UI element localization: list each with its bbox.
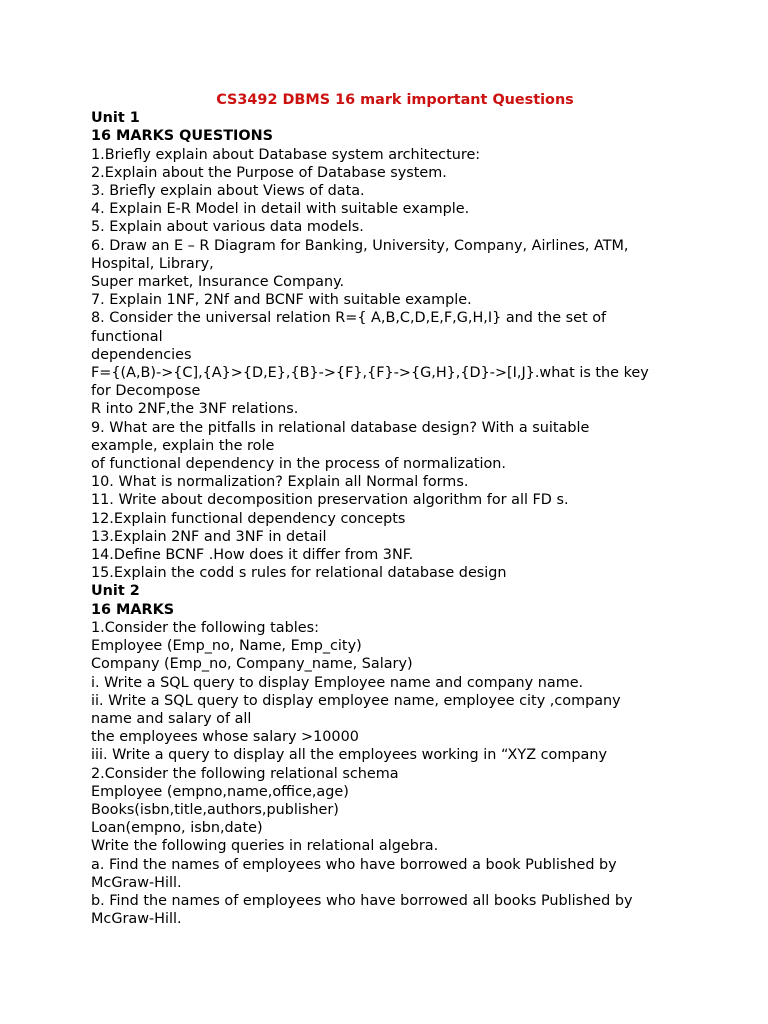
question-line: dependencies bbox=[91, 346, 192, 363]
question-line: Employee (empno,name,office,age) bbox=[91, 783, 349, 800]
question-line: 10. What is normalization? Explain all Normal forms. bbox=[91, 474, 469, 491]
question-line: 14.Define BCNF .How does it differ from 3NF. bbox=[91, 547, 414, 564]
question-line: a. Find the names of employees who have borrowed a book Published by bbox=[91, 856, 617, 873]
question-line: ii. Write a SQL query to display employee name, employee city ,company bbox=[91, 692, 621, 709]
question-line: 7. Explain 1NF, 2Nf and BCNF with suitable example. bbox=[91, 292, 472, 309]
question-line: 9. What are the pitfalls in relational database design? With a suitable bbox=[91, 419, 590, 436]
question-line: for Decompose bbox=[91, 383, 201, 400]
document-title: CS3492 DBMS 16 mark important Questions bbox=[216, 92, 574, 108]
question-line: 15.Explain the codd s rules for relational database design bbox=[91, 565, 507, 582]
question-line: 13.Explain 2NF and 3NF in detail bbox=[91, 528, 327, 545]
question-line: Books(isbn,title,authors,publisher) bbox=[91, 801, 339, 818]
question-line: the employees whose salary >10000 bbox=[91, 729, 359, 746]
question-line: 2.Explain about the Purpose of Database system. bbox=[91, 164, 447, 181]
question-line: of functional dependency in the process of normalization. bbox=[91, 456, 506, 473]
question-line: Company (Emp_no, Company_name, Salary) bbox=[91, 656, 413, 673]
unit1-heading: Unit 1 bbox=[91, 110, 140, 127]
question-line: b. Find the names of employees who have borrowed all books Published by bbox=[91, 892, 633, 909]
question-line: 4. Explain E-R Model in detail with suitable example. bbox=[91, 201, 470, 218]
question-line: 1.Briefly explain about Database system architecture: bbox=[91, 146, 481, 163]
question-line: 12.Explain functional dependency concepts bbox=[91, 510, 406, 527]
question-line: 2.Consider the following relational schema bbox=[91, 765, 399, 782]
question-line: Loan(empno, isbn,date) bbox=[91, 820, 263, 837]
unit2-subheading: 16 MARKS bbox=[91, 601, 175, 618]
question-line: Employee (Emp_no, Name, Emp_city) bbox=[91, 638, 362, 655]
question-line: Write the following queries in relational algebra. bbox=[91, 838, 439, 855]
question-line: 11. Write about decomposition preservation algorithm for all FD s. bbox=[91, 492, 569, 509]
question-line: example, explain the role bbox=[91, 437, 275, 454]
unit1-question-list bbox=[91, 146, 691, 583]
question-line: McGraw-Hill. bbox=[91, 911, 182, 928]
unit2-question-list bbox=[91, 619, 691, 928]
question-line: F={(A,B)->{C],{A}>{D,E},{B}->{F},{F}->{G,H},{D}->[I,J}.what is the key bbox=[91, 365, 649, 382]
question-line: Hospital, Library, bbox=[91, 255, 214, 272]
unit2-heading: Unit 2 bbox=[91, 583, 140, 600]
question-line: 8. Consider the universal relation R={ A,B,C,D,E,F,G,H,I} and the set of bbox=[91, 310, 607, 327]
question-line: McGraw-Hill. bbox=[91, 874, 182, 891]
unit1-subheading: 16 MARKS QUESTIONS bbox=[91, 128, 274, 145]
question-line: 6. Draw an E – R Diagram for Banking, University, Company, Airlines, ATM, bbox=[91, 237, 629, 254]
question-line: R into 2NF,the 3NF relations. bbox=[91, 401, 299, 418]
question-line: functional bbox=[91, 328, 163, 345]
question-line: i. Write a SQL query to display Employee name and company name. bbox=[91, 674, 584, 691]
question-line: 5. Explain about various data models. bbox=[91, 219, 364, 236]
question-line: 1.Consider the following tables: bbox=[91, 619, 319, 636]
question-line: name and salary of all bbox=[91, 710, 252, 727]
question-line: Super market, Insurance Company. bbox=[91, 274, 345, 291]
document-page bbox=[91, 91, 691, 928]
question-line: iii. Write a query to display all the employees working in “XYZ company bbox=[91, 747, 607, 764]
question-line: 3. Briefly explain about Views of data. bbox=[91, 183, 365, 200]
